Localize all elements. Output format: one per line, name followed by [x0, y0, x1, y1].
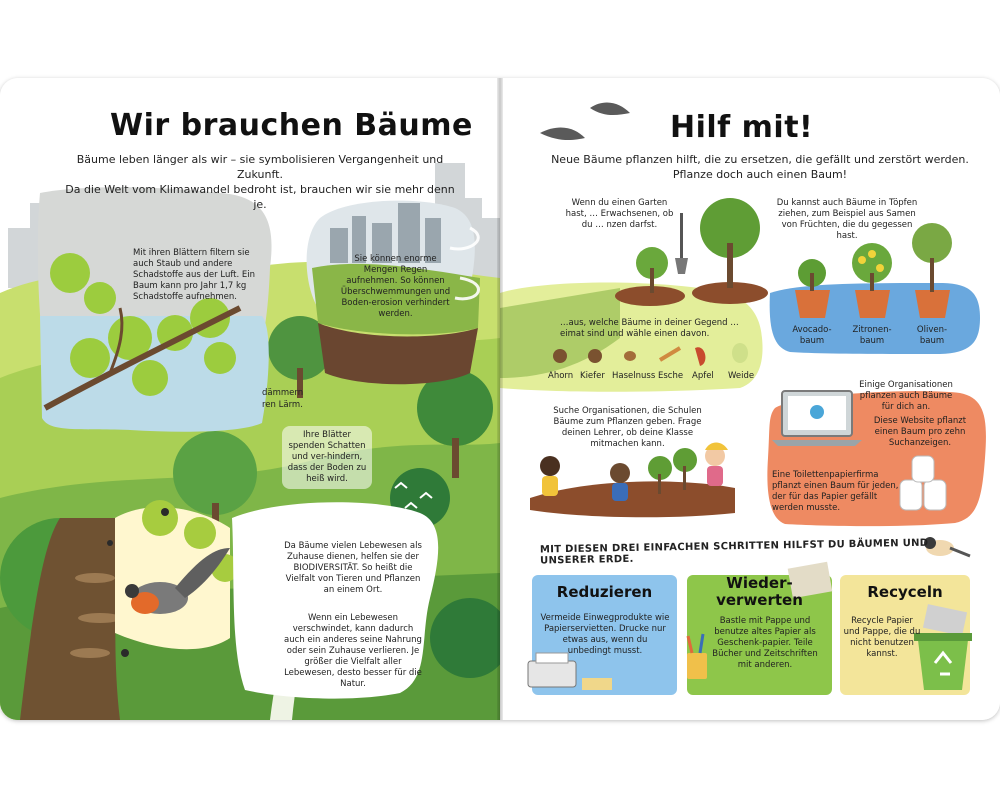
tree-name-ahorn: Ahorn: [548, 371, 574, 381]
toilet-paper-text: Eine Toilettenpapierfirma pflanzt einen Baum für jeden, der für das Papier gefällt werden musste.: [772, 470, 899, 513]
garden-text: Wenn du einen Garten hast, … Erwachsenen, ob du … nzen darfst.: [565, 198, 674, 230]
rain-text: Sie können enorme Mengen Regen aufnehmen. So können Überschwemmungen und Boden-erosion verhindert werden.: [340, 254, 451, 319]
noise-text-1: dämmern: [262, 388, 304, 398]
website-text: Diese Website pflanzt einen Baum pro zehn Suchanzeigen.: [873, 416, 967, 448]
organisations-text: Einige Organisationen pflanzen auch Bäume für dich an.: [859, 380, 953, 412]
right-page: [500, 78, 1000, 720]
step-reduce-title: Reduzieren: [556, 583, 653, 601]
pots-text: Du kannst auch Bäume in Töpfen ziehen, zum Beispiel aus Samen von Früchten, die du gegessen hast.: [776, 198, 918, 241]
intro-left: [60, 152, 460, 212]
intro-left-line-2: Da die Welt vom Klimawandel bedroht ist, brauchen wir sie mehr denn je.: [65, 183, 455, 211]
pot-label-zitrone: Zitronen-baum: [852, 325, 892, 346]
intro-right: [545, 152, 975, 182]
steps-heading: MIT DIESEN DREI EINFACHEN SCHRITTEN HILFST DU BÄUMEN UND UNSERER ERDE.: [539, 537, 929, 567]
intro-right-line-2: Pflanze doch auch einen Baum!: [672, 168, 848, 181]
left-page: [0, 78, 500, 720]
step-reuse-title-line-2: verwerten: [716, 591, 803, 609]
local-trees-text: …aus, welche Bäume in deiner Gegend …eimat sind und wähle einen davon.: [560, 318, 739, 339]
pot-label-avocado: Avocado-baum: [792, 325, 832, 346]
step-recycle-title: Recyceln: [867, 583, 943, 601]
tree-name-weide: Weide: [728, 371, 755, 381]
book-spread: [0, 78, 1000, 720]
vanish-text: Wenn ein Lebewesen verschwindet, kann dadurch auch ein anderes seine Nahrung oder sein Zuhause verlieren. Je größer die Vielfalt aller Lebewesen, desto besser für die Natur.: [284, 613, 422, 689]
shade-text: Ihre Blätter spenden Schatten und ver-hindern, dass der Boden zu heiß wird.: [282, 426, 372, 489]
step-recycle-text: Recycle Papier und Pappe, die du nicht benutzen kannst.: [843, 616, 921, 659]
school-text: Suche Organisationen, die Schulen Bäume zum Pflanzen geben. Frage deinen Lehrer, ob deine Klasse mitmachen kann.: [553, 406, 702, 449]
noise-text-2: ren Lärm.: [262, 400, 303, 410]
pot-label-olive: Oliven-baum: [916, 325, 948, 346]
intro-right-line-1: Neue Bäume pflanzen hilft, die zu ersetzen, die gefällt und zerstört werden.: [551, 153, 969, 166]
tree-name-esche: Esche: [658, 371, 684, 381]
step-reuse-title-line-1: Wieder-: [726, 574, 793, 592]
book-spine: [497, 78, 503, 720]
biodiversity-text: Da Bäume vielen Lebewesen als Zuhause dienen, helfen sie der BIODIVERSITÄT. So heißt die Vielfalt von Tieren und Pflanzen an einem Ort.: [284, 541, 422, 595]
step-reuse-text: Bastle mit Pappe und benutze altes Papier als Geschenk-papier. Teile Bücher und Zeitschriften mit anderen.: [712, 616, 818, 670]
tree-name-apfel: Apfel: [692, 371, 714, 381]
tree-name-kiefer: Kiefer: [580, 371, 605, 381]
step-reduce-text: Vermeide Einwegprodukte wie Papierservietten. Drucke nur etwas aus, wenn du unbedingt musst.: [540, 613, 670, 656]
filter-text: Mit ihren Blättern filtern sie auch Staub und andere Schadstoffe aus der Luft. Ein Baum kann pro Jahr 1,7 kg Schadstoffe aufnehmen.: [133, 248, 256, 302]
page-title-right: Hilf mit!: [670, 110, 814, 145]
intro-left-line-1: Bäume leben länger als wir – sie symbolisieren Vergangenheit und Zukunft.: [76, 153, 444, 181]
page-title-left: Wir brauchen Bäume: [110, 108, 473, 143]
step-reuse-title: [687, 575, 832, 609]
tree-name-haselnuss: Haselnuss: [612, 371, 656, 381]
